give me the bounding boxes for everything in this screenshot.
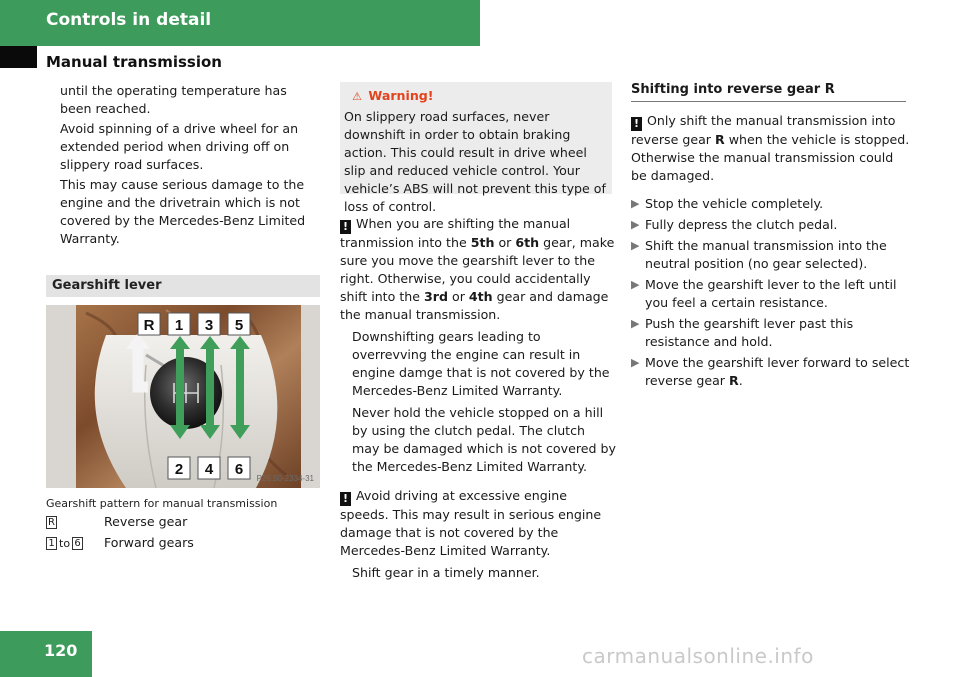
step-item: ▶ Stop the vehicle completely. <box>631 196 824 211</box>
key-box-icon: 6 <box>72 537 83 550</box>
warning-triangle-icon: ⚠ <box>352 90 362 103</box>
gearshift-figure <box>46 305 320 488</box>
note-high-gears: ! When you are shifting the manual tranmission into the 5th or 6th gear, make sure you move the gearshift lever to the right. Otherwise, you could accidentally shift into the 3rd or 4th gear and damage the manual transmission. Downshifting gears leading to overrevving the engine can result in engine damge that is not covered by the Mercedes-Benz Limited Warranty. Never hold the vehicle stopped on a hill by using the clutch pedal. The clutch may be damaged which is not covered by the Mercedes-Benz Limited Warranty. <box>340 216 616 474</box>
step-arrow-icon: ▶ <box>631 278 640 291</box>
legend-label: Forward gears <box>104 535 194 550</box>
step-arrow-icon: ▶ <box>631 218 640 231</box>
step-item: ▶ Shift the manual transmission into the neutral position (no gear selected). <box>631 238 887 271</box>
warning-text: On slippery road surfaces, never downshift in order to obtain braking action. This could result in drive wheel slip and reduced vehicle control. Your vehicle’s ABS will not prevent this type of loss of control. <box>344 109 606 214</box>
paragraph: This may cause serious damage to the engine and the drivetrain which is not covered by the Mercedes-Benz Limited Warranty. <box>60 177 306 246</box>
watermark: carmanualsonline.info <box>582 644 814 668</box>
gear-label: 6 <box>234 461 244 478</box>
section-title: Manual transmission <box>46 53 222 71</box>
to-word: to <box>59 537 71 550</box>
paragraph: until the operating temperature has been reached. <box>60 83 287 116</box>
step-arrow-icon: ▶ <box>631 317 640 330</box>
gear-label: 5 <box>234 317 244 334</box>
step-item: ▶ Fully depress the clutch pedal. <box>631 217 838 232</box>
step-arrow-icon: ▶ <box>631 356 640 369</box>
gear-label: 4 <box>204 461 214 478</box>
paragraph: Downshifting gears leading to overrevving the engine can result in engine damge that is not covered by the Mercedes-Benz Limited Warranty. <box>352 329 610 398</box>
gearshift-section-bar <box>46 275 320 297</box>
legend-label: Reverse gear <box>104 514 188 529</box>
reverse-gear-title: Shifting into reverse gear R <box>631 82 906 102</box>
note-reverse: ! Only shift the manual transmission into reverse gear R when the vehicle is stopped. Otherwise the manual transmission could be damaged. <box>631 113 910 183</box>
chapter-title: Controls in detail <box>46 10 212 30</box>
warning-box <box>340 82 612 214</box>
paragraph: Shift gear in a timely manner. <box>352 565 540 580</box>
step-arrow-icon: ▶ <box>631 239 640 252</box>
chapter-header-tab <box>0 0 480 46</box>
legend-item-reverse <box>46 514 187 529</box>
figure-code: P26.50-2334-31 <box>256 474 314 483</box>
key-box-icon: R <box>46 516 57 529</box>
gear-label: 1 <box>174 317 184 334</box>
gear-label: 3 <box>204 317 214 334</box>
page-number-tab <box>0 631 92 677</box>
exclamation-icon: ! <box>340 492 351 506</box>
paragraph: Avoid spinning of a drive wheel for an extended period when driving off on slippery road surfaces. <box>60 121 299 172</box>
gearshift-section-title: Gearshift lever <box>52 278 162 293</box>
gear-label: R <box>143 317 155 334</box>
step-item: ▶ Move the gearshift lever forward to select reverse gear R. <box>631 355 910 388</box>
step-arrow-icon: ▶ <box>631 197 640 210</box>
note-engine-speed: ! Avoid driving at excessive engine speeds. This may result in serious engine damage that is not covered by the Mercedes-Benz Limited Warranty. Shift gear in a timely manner. <box>340 487 616 582</box>
paragraph: Never hold the vehicle stopped on a hill by using the clutch pedal. The clutch may be damaged which is not covered by the Mercedes-Benz Limited Warranty. <box>352 405 616 474</box>
key-box-icon: 1 <box>46 537 57 550</box>
warning-title: Warning! <box>368 88 434 103</box>
section-marker <box>0 46 37 68</box>
exclamation-icon: ! <box>631 117 642 131</box>
gear-label: 2 <box>174 461 184 478</box>
step-item: ▶ Push the gearshift lever past this resistance and hold. <box>631 316 854 349</box>
step-item: ▶ Move the gearshift lever to the left until you feel a certain resistance. <box>631 277 897 310</box>
exclamation-icon: ! <box>340 220 351 234</box>
gearshift-illustration <box>46 305 320 488</box>
legend-item-forward <box>46 535 194 550</box>
intro-text <box>60 82 322 250</box>
figure-caption: Gearshift pattern for manual transmission <box>46 497 278 510</box>
page-number: 120 <box>44 641 78 660</box>
